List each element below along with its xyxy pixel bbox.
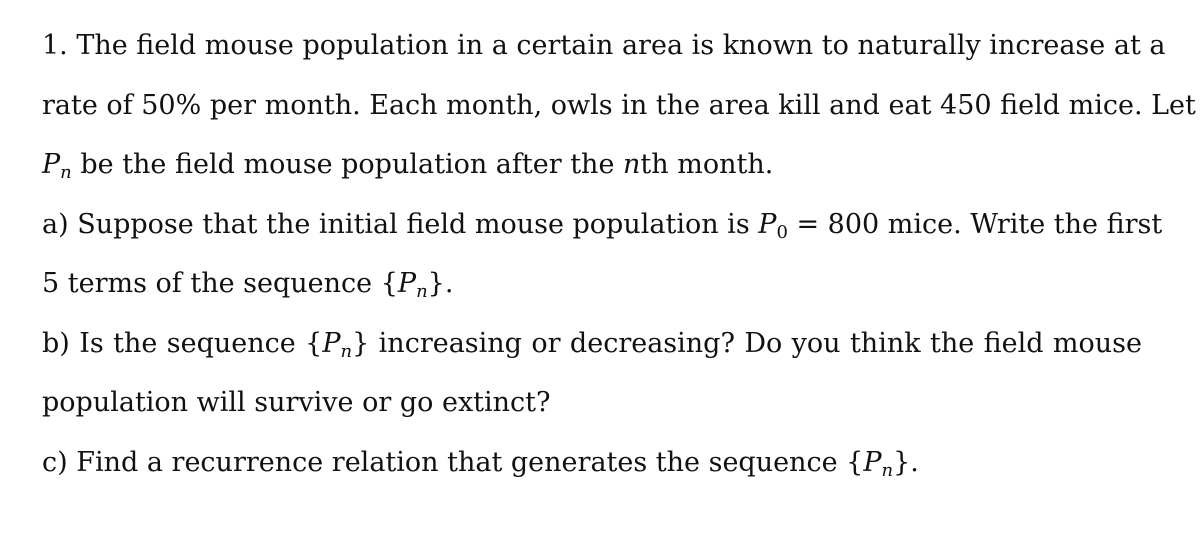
part-a-line-1: [42, 208, 1163, 243]
text-segment: }.: [427, 268, 454, 299]
text-segment: c) Find a recurrence relation that generates the sequence {: [42, 447, 864, 478]
text-segment: 5 terms of the sequence {: [42, 268, 398, 299]
variable-p: P: [758, 209, 777, 240]
variable-p: P: [397, 268, 417, 299]
problem-statement-line-3: [42, 148, 773, 182]
text-segment: }.: [893, 447, 919, 478]
text-segment: th month.: [640, 149, 774, 180]
subscript-n: n: [60, 162, 72, 183]
part-b-line-2: population will survive or go extinct?: [42, 387, 551, 418]
part-a-line-2: [42, 267, 453, 301]
subscript-n: n: [881, 460, 894, 481]
variable-n: n: [623, 149, 641, 180]
text-segment: a) Suppose that the initial field mouse population is: [42, 209, 759, 240]
part-c-line-1: [42, 446, 919, 480]
subscript-n: n: [340, 341, 353, 362]
problem-statement-line-2: rate of 50% per month. Each month, owls in the area kill and eat 450 field mice. Let: [42, 90, 1196, 121]
subscript-zero: 0: [776, 222, 788, 243]
part-b-line-1: [42, 327, 1142, 361]
problem-statement-line-1: 1. The field mouse population in a certain area is known to naturally increase at a: [42, 30, 1166, 61]
text-segment: be the field mouse population after the: [71, 149, 624, 180]
text-segment: b) Is the sequence {: [42, 328, 323, 359]
text-segment: = 800 mice. Write the first: [787, 209, 1163, 240]
variable-p: P: [863, 447, 882, 478]
variable-p: P: [322, 328, 341, 359]
variable-p: P: [42, 149, 61, 180]
text-segment: } increasing or decreasing? Do you think the field mouse: [352, 328, 1142, 359]
subscript-n: n: [416, 281, 428, 302]
